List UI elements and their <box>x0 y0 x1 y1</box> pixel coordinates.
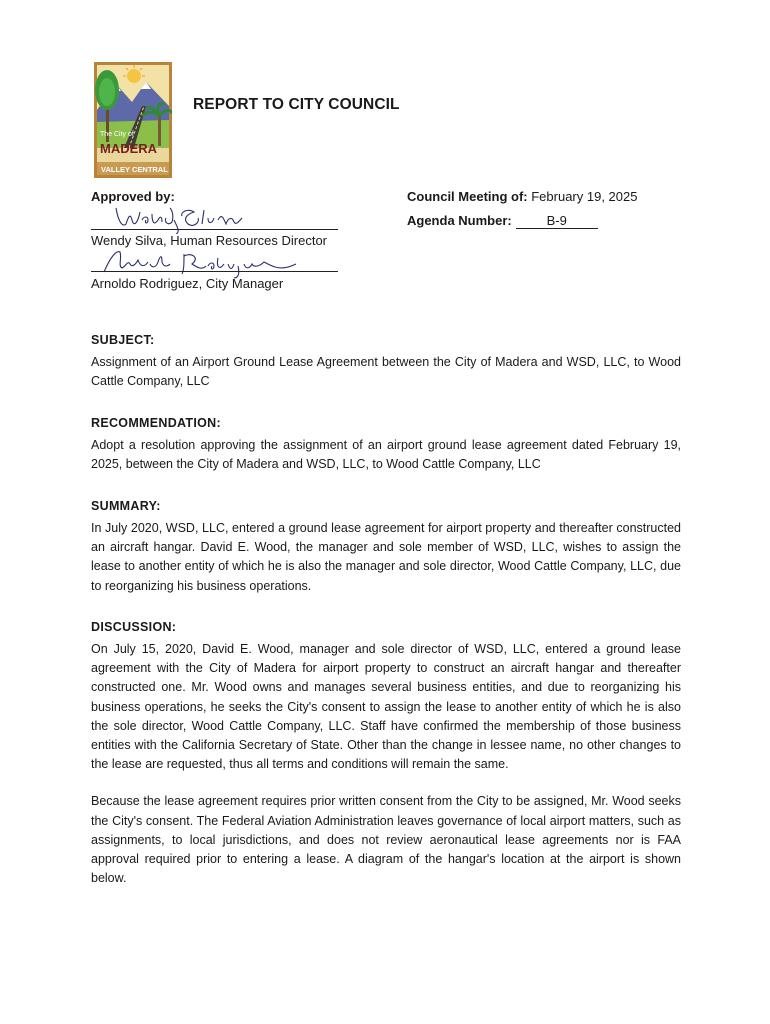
recommendation-section <box>91 416 681 474</box>
discussion-paragraph-2: Because the lease agreement requires prior written consent from the City to be assigned, Mr. Wood seeks the City's consent. The Federal Aviation Administration leaves governance of local airport matters, such as assignments, to local jurisdictions, and does not review aeronautical lease agreements nor is FAA approval required prior to entering a lease. A diagram of the hangar's location at the airport is shown below. <box>91 794 681 886</box>
recommendation-text: Adopt a resolution approving the assignment of an airport ground lease agreement dated February 19, 2025, between the City of Madera and WSD, LLC, to Wood Cattle Company, LLC <box>91 438 681 472</box>
discussion-heading: DISCUSSION: <box>91 620 177 634</box>
city-of-madera-logo <box>94 62 172 178</box>
council-meeting-label: Council Meeting of: <box>407 189 528 204</box>
signer-2-name: Arnoldo Rodriguez, City Manager <box>91 276 284 291</box>
summary-heading: SUMMARY: <box>91 499 161 513</box>
arnoldo-rodriguez-signature <box>100 244 305 280</box>
discussion-paragraph-1: On July 15, 2020, David E. Wood, manager and sole director of WSD, LLC, entered a ground lease agreement with the City of Madera for airport property to construct an aircraft hangar and thereafter constructed one. Mr. Wood owns and manages several business entities, and due to reorganizing his business operations, he seeks the City's consent to assign the lease to another entity of which he is also the sole director, Wood Cattle Company, LLC. Staff have confirmed the membership of those business entities with the California Secretary of State. Other than the change in lessee name, no other changes to the lease are requested, thus all terms and conditions will remain the same. <box>91 642 681 772</box>
logo-text-valley-central: VALLEY CENTRAL <box>101 165 168 174</box>
recommendation-heading: RECOMMENDATION: <box>91 416 221 430</box>
signature-line-2 <box>91 271 338 272</box>
council-meeting-info <box>407 189 637 204</box>
subject-text: Assignment of an Airport Ground Lease Agreement between the City of Madera and WSD, LLC, to Wood Cattle Company, LLC <box>91 355 681 389</box>
summary-text: In July 2020, WSD, LLC, entered a ground lease agreement for airport property and thereafter constructed an aircraft hangar. David E. Wood, the manager and sole member of WSD, LLC, wishes to assign the lease to another entity of which he is also the manager and sole director, Wood Cattle Company, LLC, due to reorganizing his business operations. <box>91 521 681 593</box>
subject-section <box>91 333 681 391</box>
approved-by-label: Approved by: <box>91 189 175 204</box>
agenda-number-label: Agenda Number: <box>407 213 512 228</box>
subject-heading: SUBJECT: <box>91 333 155 347</box>
agenda-number-value: B-9 <box>516 214 598 229</box>
agenda-number-info <box>407 213 598 229</box>
logo-text-madera: MADERA <box>100 141 158 156</box>
report-title: REPORT TO CITY COUNCIL <box>193 96 400 113</box>
logo-text-city-of: The City of <box>100 131 134 138</box>
signer-1-name: Wendy Silva, Human Resources Director <box>91 233 328 248</box>
council-meeting-date: February 19, 2025 <box>531 189 638 204</box>
summary-section <box>91 499 681 596</box>
discussion-section <box>91 620 681 888</box>
signature-line-1 <box>91 229 338 230</box>
